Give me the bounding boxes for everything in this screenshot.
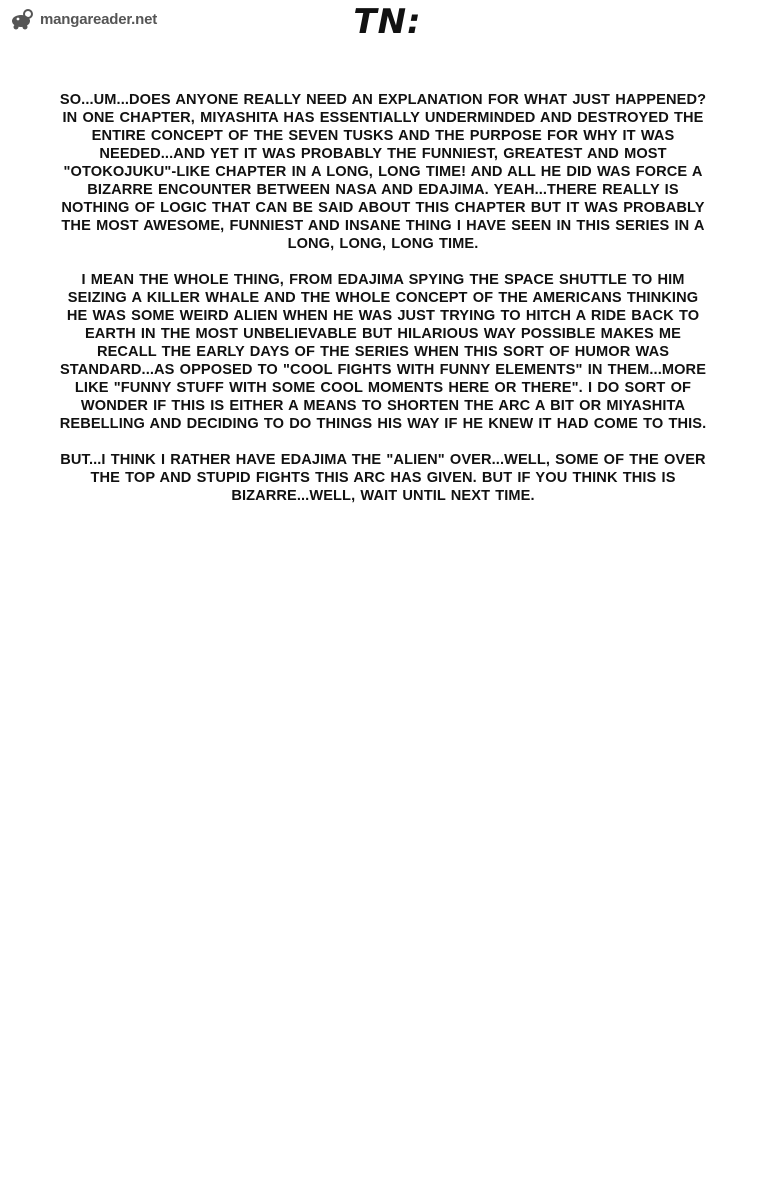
watermark-site-name: mangareader.net <box>40 10 158 28</box>
note-paragraph-2: I MEAN THE WHOLE THING, FROM EDAJIMA SPYING THE SPACE SHUTTLE TO HIM SEIZING A KILLER WHALE AND THE WHOLE CONCEPT OF THE AMERICANS THINKING HE WAS SOME WEIRD ALIEN WHEN HE WAS JUST TRYING TO HITCH A RIDE BACK TO EARTH IN THE MOST UNBELIEVABLE BUT HILARIOUS WAY POSSIBLE MAKES ME RECALL THE EARLY DAYS OF THE SERIES WHEN THIS SORT OF HUMOR WAS STANDARD...AS OPPOSED TO "COOL FIGHTS WITH FUNNY ELEMENTS" IN THEM...MORE LIKE "FUNNY STUFF WITH SOME COOL MOMENTS HERE OR THERE". I DO SORT OF WONDER IF THIS IS EITHER A MEANS TO SHORTEN THE ARC A BIT OR MIYASHITA REBELLING AND DECIDING TO DO THINGS HIS WAY IF HE KNEW IT HAD COME TO THIS. <box>59 272 707 432</box>
note-paragraph-3: BUT...I THINK I RATHER HAVE EDAJIMA THE "ALIEN" OVER...WELL, SOME OF THE OVER THE TOP AND STUPID FIGHTS THIS ARC HAS GIVEN. BUT IF YOU THINK THIS IS BIZARRE...WELL, WAIT UNTIL NEXT TIME. <box>60 452 706 504</box>
translator-note-body <box>58 91 708 523</box>
note-paragraph-1: SO...UM...DOES ANYONE REALLY NEED AN EXPLANATION FOR WHAT JUST HAPPENED? IN ONE CHAPTER, MIYASHITA HAS ESSENTIALLY UNDERMINDED AND DESTROYED THE ENTIRE CONCEPT OF THE SEVEN TUSKS AND THE PURPOSE FOR WHY IT WAS NEEDED...AND YET IT WAS PROBABLY THE FUNNIEST, GREATEST AND MOST "OTOKOJUKU"-LIKE CHAPTER IN A LONG, LONG TIME! AND ALL HE DID WAS FORCE A BIZARRE ENCOUNTER BETWEEN NASA AND EDAJIMA. YEAH...THERE REALLY IS NOTHING OF LOGIC THAT CAN BE SAID ABOUT THIS CHAPTER BUT IT WAS PROBABLY THE MOST AWESOME, FUNNIEST AND INSANE THING I HAVE SEEN IN THIS SERIES IN A LONG, LONG, LONG TIME. <box>59 92 707 252</box>
page-title: TN: <box>353 2 422 42</box>
